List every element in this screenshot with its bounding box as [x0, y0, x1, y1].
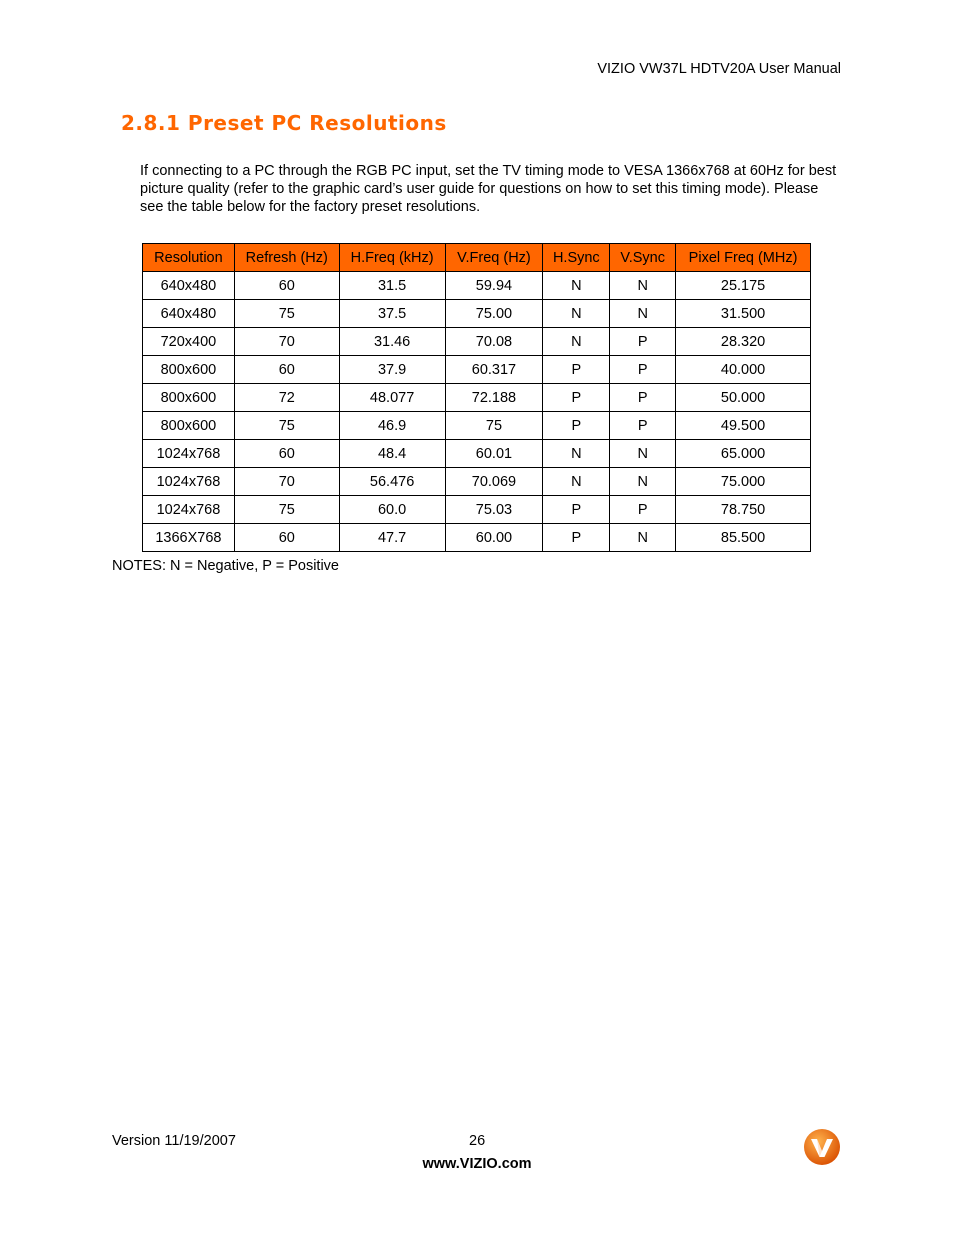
- table-cell: 640x480: [143, 300, 235, 328]
- table-cell: 60: [234, 524, 339, 552]
- header-title: VIZIO VW37L HDTV20A User Manual: [597, 61, 841, 77]
- table-cell: 70: [234, 468, 339, 496]
- table-cell: 75: [234, 300, 339, 328]
- table-cell: 31.500: [676, 300, 811, 328]
- table-cell: 75: [234, 496, 339, 524]
- table-cell: N: [610, 440, 676, 468]
- table-cell: 1024x768: [143, 468, 235, 496]
- table-cell: P: [543, 412, 610, 440]
- table-cell: 72.188: [445, 384, 543, 412]
- table-cell: 60: [234, 440, 339, 468]
- column-header: H.Freq (kHz): [339, 244, 445, 272]
- footer-version: Version 11/19/2007: [112, 1133, 236, 1149]
- table-cell: 70: [234, 328, 339, 356]
- table-notes: NOTES: N = Negative, P = Positive: [112, 558, 339, 574]
- table-cell: 60.0: [339, 496, 445, 524]
- table-cell: 75: [445, 412, 543, 440]
- table-cell: 65.000: [676, 440, 811, 468]
- table-cell: 60: [234, 356, 339, 384]
- section-heading: 2.8.1 Preset PC Resolutions: [121, 111, 447, 135]
- table-cell: 60: [234, 272, 339, 300]
- table-cell: P: [543, 496, 610, 524]
- table-cell: 85.500: [676, 524, 811, 552]
- table-cell: N: [543, 300, 610, 328]
- table-cell: 800x600: [143, 412, 235, 440]
- table-cell: 800x600: [143, 356, 235, 384]
- table-cell: 75.00: [445, 300, 543, 328]
- table-cell: 28.320: [676, 328, 811, 356]
- intro-paragraph: If connecting to a PC through the RGB PC input, set the TV timing mode to VESA 1366x768 at 60Hz for best picture quality (refer to the graphic card’s user guide for questions on how to set this timing mode). Please see the table below for the factory preset resolutions.: [140, 163, 837, 215]
- table-row: [143, 384, 811, 412]
- table-cell: P: [543, 356, 610, 384]
- table-cell: 70.08: [445, 328, 543, 356]
- table-cell: P: [610, 384, 676, 412]
- column-header: V.Freq (Hz): [445, 244, 543, 272]
- table-cell: 47.7: [339, 524, 445, 552]
- table-cell: N: [610, 272, 676, 300]
- table-cell: N: [610, 524, 676, 552]
- table-cell: 48.077: [339, 384, 445, 412]
- table-cell: 31.5: [339, 272, 445, 300]
- table-cell: 72: [234, 384, 339, 412]
- table-row: [143, 412, 811, 440]
- column-header: V.Sync: [610, 244, 676, 272]
- table-cell: 640x480: [143, 272, 235, 300]
- table-row: [143, 496, 811, 524]
- table-row: [143, 524, 811, 552]
- table-cell: N: [543, 468, 610, 496]
- table-cell: 1366X768: [143, 524, 235, 552]
- page-number: 26: [469, 1133, 486, 1149]
- table-cell: 78.750: [676, 496, 811, 524]
- table-cell: N: [543, 328, 610, 356]
- table-cell: P: [610, 356, 676, 384]
- table-cell: 31.46: [339, 328, 445, 356]
- table-cell: 37.5: [339, 300, 445, 328]
- table-header-row: [143, 244, 811, 272]
- table-row: [143, 300, 811, 328]
- table-cell: 40.000: [676, 356, 811, 384]
- column-header: H.Sync: [543, 244, 610, 272]
- table-row: [143, 468, 811, 496]
- table-cell: N: [610, 300, 676, 328]
- column-header: Refresh (Hz): [234, 244, 339, 272]
- table-cell: 70.069: [445, 468, 543, 496]
- table-row: [143, 440, 811, 468]
- preset-resolutions-table: [142, 243, 811, 552]
- table-cell: 59.94: [445, 272, 543, 300]
- table-cell: 60.317: [445, 356, 543, 384]
- table-cell: 1024x768: [143, 440, 235, 468]
- table-cell: 800x600: [143, 384, 235, 412]
- table-cell: 75.03: [445, 496, 543, 524]
- vizio-v-logo-icon: [803, 1128, 841, 1166]
- table-row: [143, 328, 811, 356]
- table-cell: N: [543, 272, 610, 300]
- table-cell: N: [543, 440, 610, 468]
- table-cell: N: [610, 468, 676, 496]
- table-cell: P: [610, 412, 676, 440]
- table-cell: 46.9: [339, 412, 445, 440]
- table-cell: 37.9: [339, 356, 445, 384]
- table-cell: 50.000: [676, 384, 811, 412]
- table-cell: 48.4: [339, 440, 445, 468]
- table-cell: 60.01: [445, 440, 543, 468]
- table-cell: 720x400: [143, 328, 235, 356]
- column-header: Resolution: [143, 244, 235, 272]
- table-row: [143, 356, 811, 384]
- table-cell: 49.500: [676, 412, 811, 440]
- table-cell: 75: [234, 412, 339, 440]
- footer-url: www.VIZIO.com: [422, 1156, 532, 1172]
- table-row: [143, 272, 811, 300]
- table-cell: 56.476: [339, 468, 445, 496]
- table-cell: P: [543, 524, 610, 552]
- table-cell: P: [610, 496, 676, 524]
- column-header: Pixel Freq (MHz): [676, 244, 811, 272]
- table-cell: 60.00: [445, 524, 543, 552]
- table-cell: 75.000: [676, 468, 811, 496]
- table-cell: 1024x768: [143, 496, 235, 524]
- table-cell: 25.175: [676, 272, 811, 300]
- table-cell: P: [543, 384, 610, 412]
- table-cell: P: [610, 328, 676, 356]
